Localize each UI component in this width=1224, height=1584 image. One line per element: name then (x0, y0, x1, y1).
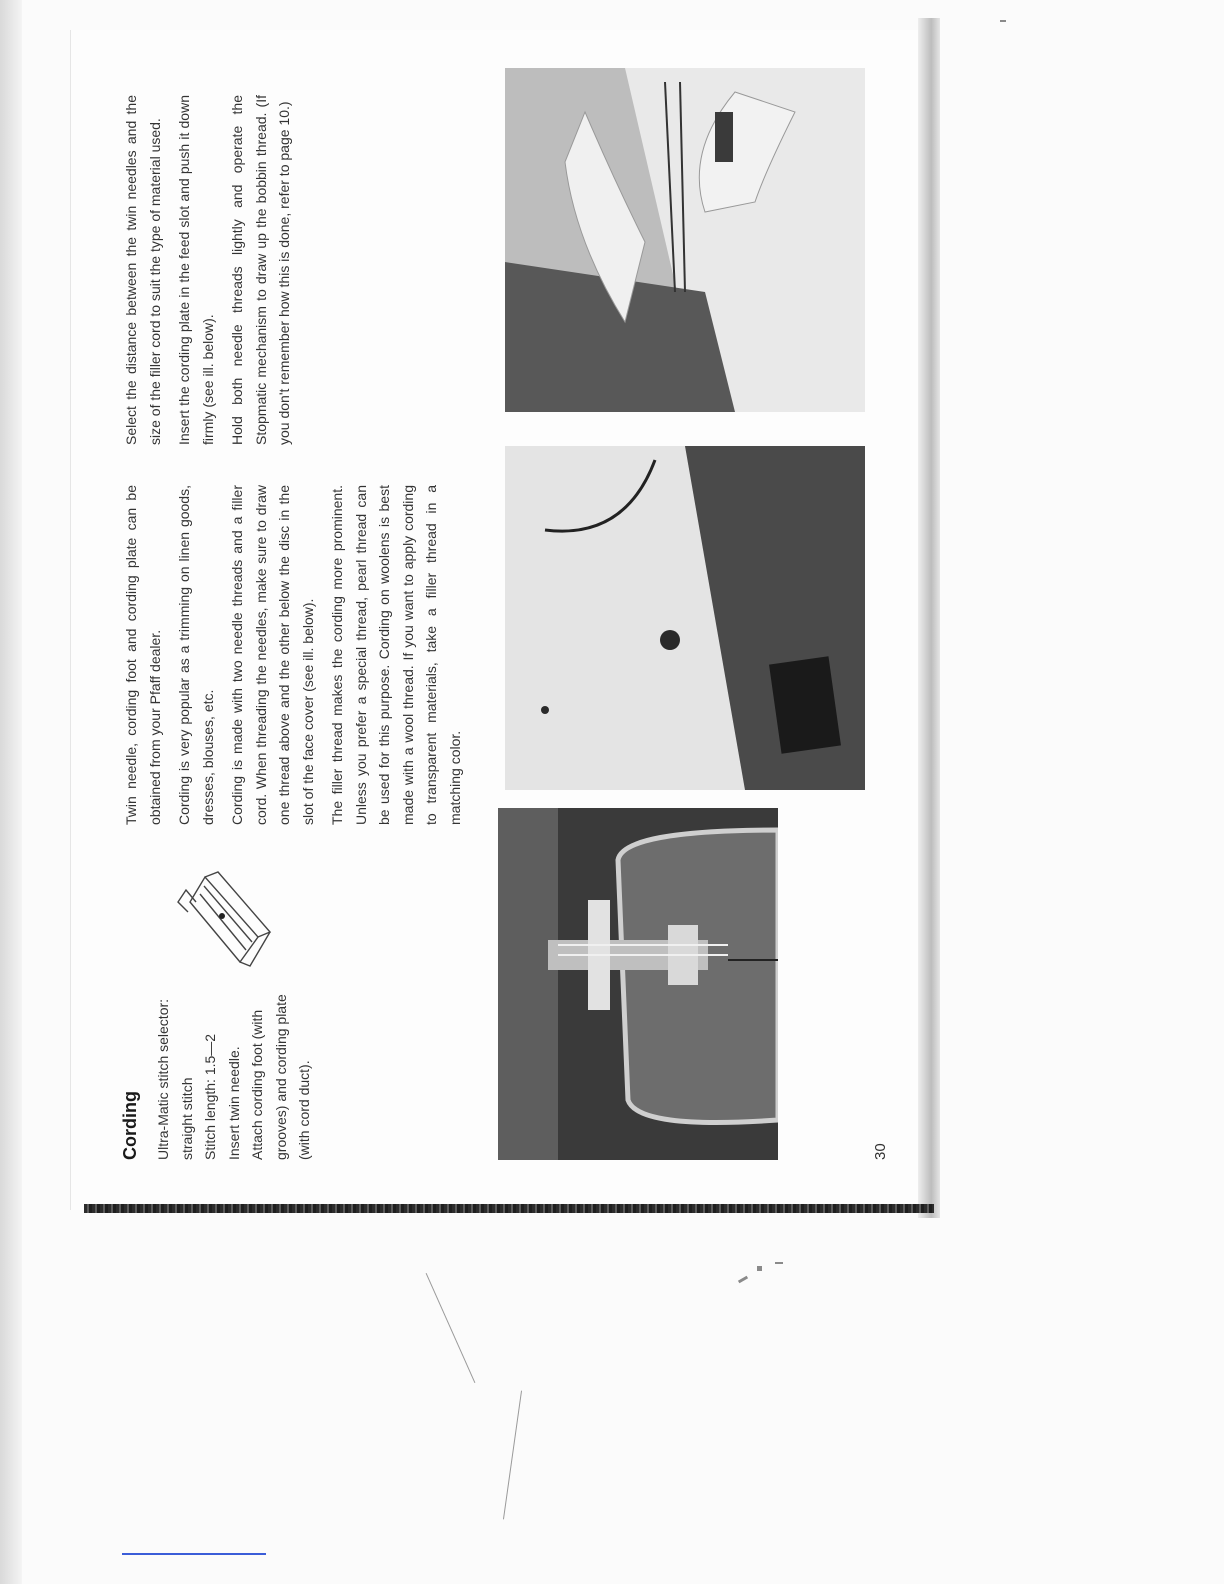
settings-line: (with cord duct). (296, 1060, 312, 1160)
settings-line: Stitch length: 1.5—2 (202, 1033, 218, 1160)
face-cover-photo (505, 446, 865, 790)
scan-left-edge (0, 0, 22, 1584)
section-title: Cording (120, 1091, 140, 1160)
paragraph: The filler thread makes the cording more prominent. Unless you prefer a special thread, pearl thread can be used for this purpose. Cording on woolens is best made with a wool thread. If you want to apply cording to transparent materials, take a filler thread in a matching color. (329, 485, 463, 825)
paragraph: Cording is very popular as a trimming on linen goods, dresses, blouses, etc. (176, 485, 216, 825)
settings-list (152, 980, 317, 1160)
body-column-middle (120, 485, 473, 825)
scan-speck (738, 1276, 748, 1284)
cording-foot-photo (498, 808, 778, 1160)
cording-foot-icon (170, 852, 280, 972)
settings-line: grooves) and cording plate (272, 994, 289, 1160)
body-column-right (120, 95, 303, 445)
bottom-link-underline (122, 1553, 266, 1555)
paragraph: Twin needle, cording foot and cording plate can be obtained from your Pfaff dealer. (123, 485, 163, 825)
paragraph: Select the distance between the twin needles and the size of the filler cord to suit the type of material used. (123, 95, 163, 445)
paragraph: Hold both needle threads lightly and operate the Stopmatic mechanism to draw up the bobbin thread. (If you don't remember how this is done, refer to page 10.) (229, 95, 292, 445)
settings-line: straight stitch (178, 1077, 195, 1160)
scan-speck (1000, 20, 1006, 22)
settings-line: Ultra-Matic stitch selector: (155, 998, 171, 1160)
scan-speck (757, 1266, 762, 1271)
page-number: 30 (872, 1143, 889, 1160)
paragraph: Insert the cording plate in the feed slot and push it down firmly (see ill. below). (176, 95, 216, 445)
threads-photo (505, 68, 865, 412)
rotated-content (80, 40, 940, 1200)
settings-line: Insert twin needle. (225, 1046, 242, 1160)
scan-speck (775, 1262, 783, 1264)
settings-line: Attach cording foot (with (249, 1009, 265, 1160)
paragraph: Cording is made with two needle threads and a filler cord. When threading the needles, make sure to draw one thread above and the other below the disc in the slot of the face cover (see ill. below). (229, 485, 316, 825)
scan-smudge (426, 1273, 476, 1383)
scan-smudge (503, 1391, 522, 1520)
page-bottom-edge (84, 1204, 934, 1213)
